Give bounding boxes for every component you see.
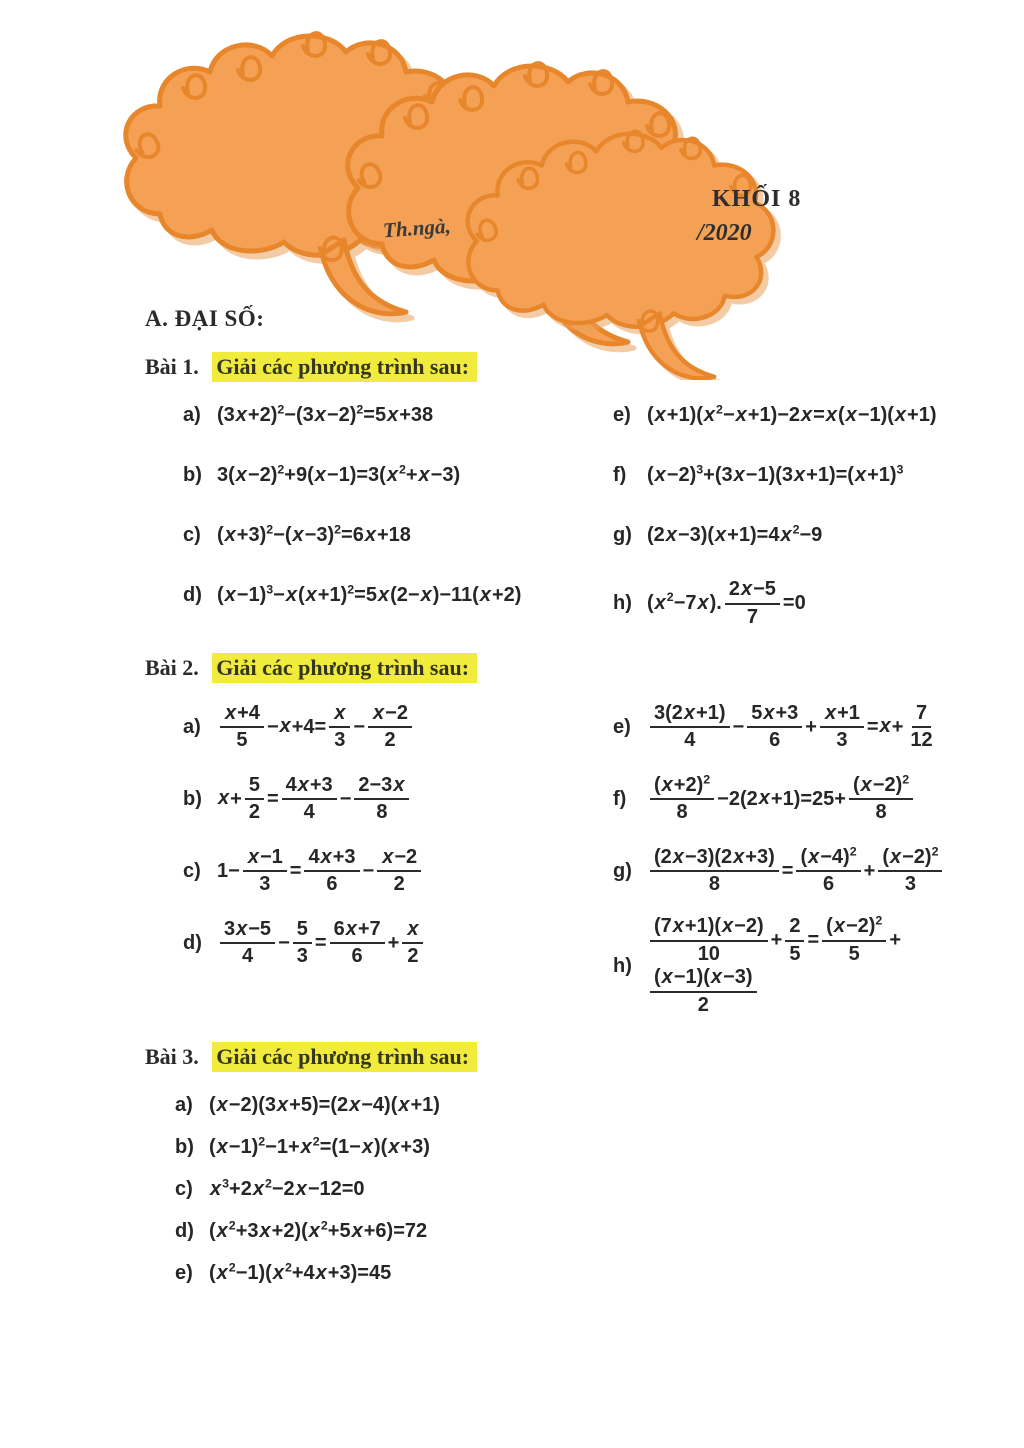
equation-item [183,843,575,899]
equation-math: $(x-2)^3+(3x-1)(3x+1)=(x+1)^3$ [647,461,904,486]
bai1-section [145,354,981,655]
equation-item [613,518,981,552]
equation-item [613,578,981,629]
equation-math: $x^3+2x^2-2x-12=0$ [210,1176,365,1201]
equation-math: $(x^2+3x+2)(x^2+5x+6)=72$ [209,1218,428,1243]
bai2-label: Bài 2. [145,655,199,681]
equation-math: $\frac{(x+2)^2}{8}$ −2(2x+1)=25+ $\frac{(x-2)^2}{8}$ [647,774,916,825]
bai3-heading [145,1044,981,1070]
equation-math: $3(x-2)^2+9(x-1)=3(x^2+x-3)$ [217,461,461,486]
bai1-columns [145,398,981,655]
grade-label: KHỐI 8 [712,186,802,212]
equation-math: $(x^2-7x)$. $\frac{2x-5}{7}$ =0 [647,578,806,628]
worksheet-content [145,306,981,1298]
bai1-title-highlighted: Giải các phương trình sau: [212,352,477,382]
handwritten-fragment: Th.ngà, [382,213,452,243]
equation-item [183,398,575,432]
bai2-columns [145,699,981,1033]
year-label: /2020 [697,220,752,246]
bai2-right-list [575,699,981,1033]
equation-item [183,518,575,552]
bai3-section [145,1044,981,1292]
equation-item [613,843,981,899]
equation-label: c) [183,523,201,546]
equation-item [183,771,575,827]
equation-item [613,699,981,755]
equation-item [183,578,575,612]
equation-math: $(x+3)^2-(x-3)^2=6x+18$ [217,521,411,546]
equation-label: g) [613,523,632,546]
equation-label: h) [613,954,632,977]
equation-label: g) [613,859,632,882]
equation-item [183,915,575,971]
equation-math: $\frac{(7x+1)(x-2)}{10}$ + $\frac{2}{5}$ = $\frac{(x-2)^2}{5}$ + $\frac{(x-1)(x-3)}{2}$ [647,915,981,1017]
equation-math: $(x-1)^2-1+x^2=(1-x)(x+3)$ [209,1134,430,1159]
equation-label: e) [613,715,631,738]
equation-label: b) [175,1136,194,1159]
equation-item [613,771,981,827]
equation-label: b) [183,463,202,486]
equation-math: $\frac{x+4}{5}$ −x+4= $\frac{x}{3}$ − $\frac{x-2}{2}$ [217,702,415,753]
equation-item [175,1130,981,1166]
equation-label: e) [613,403,631,426]
equation-math: 1− $\frac{x-1}{3}$ = $\frac{4x+3}{6}$ − $\frac{x-2}{2}$ [217,846,424,897]
bai2-section [145,655,981,1033]
equation-item [175,1214,981,1250]
equation-label: h) [613,592,632,615]
equation-label: d) [183,931,202,954]
equation-label: c) [175,1178,193,1201]
equation-item [175,1088,981,1124]
equation-math: $(2x-3)(x+1)=4x^2-9$ [647,521,823,546]
bai3-list [145,1088,981,1292]
bai1-left-list [145,398,575,638]
equation-math: $(x^2-1)(x^2+4x+3)=45$ [209,1260,392,1285]
bai3-title-highlighted: Giải các phương trình sau: [212,1042,477,1072]
bai3-label: Bài 3. [145,1043,199,1069]
equation-math: x+ $\frac{5}{2}$ = $\frac{4x+3}{4}$ − $\frac{2-3x}{8}$ [217,774,412,825]
bai1-right-list [575,398,981,655]
equation-label: d) [175,1220,194,1243]
equation-math: $(x+1)(x^2-x+1)-2x=x(x-1)(x+1)$ [647,401,937,426]
equation-label: e) [175,1262,193,1285]
equation-item [613,915,981,1017]
equation-math: $(x-1)^3-x(x+1)^2=5x(2-x)-11(x+2)$ [217,581,522,606]
equation-item [183,699,575,755]
equation-label: c) [183,859,201,882]
bai2-left-list [145,699,575,987]
equation-label: b) [183,787,202,810]
equation-item [175,1172,981,1208]
equation-label: a) [175,1094,193,1117]
equation-math: $\frac{(2x-3)(2x+3)}{8}$ = $\frac{(x-4)^2}{6}$ + $\frac{(x-2)^2}{3}$ [647,846,945,897]
equation-math: (x−2)(3x+5)=(2x−4)(x+1) [209,1094,440,1117]
equation-item [613,458,981,492]
bai1-label: Bài 1. [145,354,199,379]
equation-label: f) [613,463,627,486]
equation-label: d) [183,583,202,606]
equation-item [613,398,981,432]
equation-item [175,1256,981,1292]
bai2-title-highlighted: Giải các phương trình sau: [212,653,477,683]
equation-math: $(3x+2)^2-(3x-2)^2=5x+38$ [217,401,434,426]
equation-label: a) [183,715,201,738]
bai2-heading [145,655,981,681]
equation-label: a) [183,403,201,426]
bai1-heading [145,354,981,380]
equation-label: f) [613,787,627,810]
section-a-title: A. ĐẠI SỐ: [145,306,265,331]
equation-item [183,458,575,492]
equation-math: $\frac{3(2x+1)}{4}$ − $\frac{5x+3}{6}$ + $\frac{x+1}{3}$ =x+ $\frac{7}{12}$ [647,702,940,753]
equation-math: $\frac{3x-5}{4}$ − $\frac{5}{3}$ = $\frac{6x+7}{6}$ + $\frac{x}{2}$ [217,918,426,969]
